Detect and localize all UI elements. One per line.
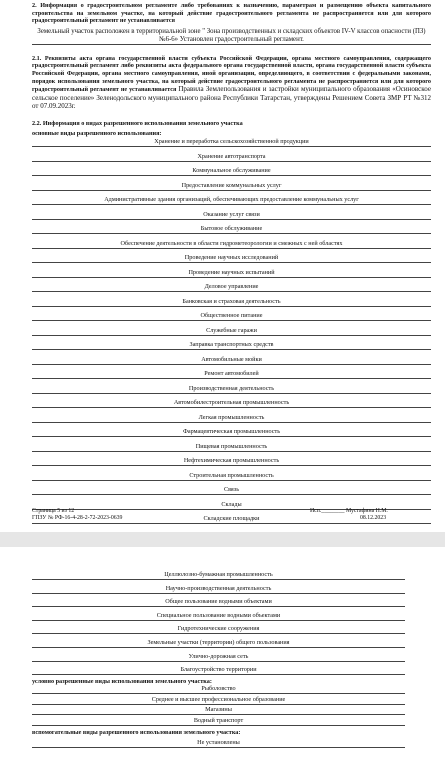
main-use-item: Банковская и страховая деятельность (32, 298, 431, 307)
main-use-item: Бытовое обслуживание (32, 225, 431, 234)
pzz-text: Правила Землепользования и застройки муниципального образования «Осиновское сельское поселение» Зеленодольского муниципального района Республики Татарстан, утверждены Решением Совета ЗМР РТ №312 от 07.09.2023г. (32, 85, 431, 111)
conditional-uses-label: условно разрешенные виды использования земельного участка: (32, 677, 212, 685)
section-2-2-heading: 2.2. Информация о видах разрешенного использования земельного участка (32, 119, 243, 127)
conditional-use-item: Магазины (32, 706, 405, 715)
main-uses-label: основные виды разрешенного использования: (32, 129, 162, 137)
main-use-item: Благоустройство территории (32, 666, 405, 675)
auxiliary-uses-list (32, 739, 405, 748)
page-gap (0, 532, 445, 547)
main-use-item: Фармацевтическая промышленность (32, 428, 431, 437)
footer-left (32, 508, 122, 522)
document-page-2 (0, 547, 445, 766)
main-use-item: Ремонт автомобилей (32, 370, 431, 379)
conditional-use-item: Рыболовство (32, 685, 405, 694)
main-use-item: Автомобильные мойки (32, 356, 431, 365)
main-use-item: Складские площадки (32, 515, 431, 524)
main-uses-list (32, 138, 431, 524)
main-use-item: Коммунальное обслуживание (32, 167, 431, 176)
section-2-heading: 2. Информация о градостроительном регламенте либо требованиях к назначению, параметрам и размещению объекта капитального строительства на земельном участке, на который действие градостроительного регламента не распространяется или для которого градостроительный регламент не устанавливается (32, 2, 431, 25)
executor: Исп.________ Мустафина Н.М. (310, 508, 388, 514)
main-use-item: Пищевая промышленность (32, 443, 431, 452)
main-use-item: Нефтехимическая промышленность (32, 457, 431, 466)
footer-date: 08.12.2023 (360, 515, 387, 521)
main-use-item: Административные здания организаций, обеспечивающих предоставление коммунальных услуг (32, 196, 431, 205)
main-use-item: Улично-дорожная сеть (32, 653, 405, 662)
conditional-uses-list (32, 685, 405, 725)
main-use-item: Проведение научных испытаний (32, 269, 431, 278)
main-use-item: Хранение автотранспорта (32, 153, 431, 162)
main-use-item: Земельные участки (территории) общего пользования (32, 639, 405, 648)
auxiliary-uses-label: вспомогательные виды разрешенного использования земельного участка: (32, 728, 241, 736)
main-use-item: Связь (32, 486, 431, 495)
main-use-item: Специальное пользование водными объектами (32, 612, 405, 621)
main-use-item: Проведение научных исследований (32, 254, 431, 263)
main-use-item: Строительная промышленность (32, 472, 431, 481)
section-2-1-heading (32, 55, 431, 111)
main-use-item: Склады (32, 501, 431, 510)
main-use-item: Предоставление коммунальных услуг (32, 182, 431, 191)
main-use-item: Обеспечение деятельности в области гидрометеорологии и смежных с ней областях (32, 240, 431, 249)
main-use-item: Деловое управление (32, 283, 431, 292)
main-use-item: Легкая промышленность (32, 414, 431, 423)
main-use-item: Заправка транспортных средств (32, 341, 431, 350)
auxiliary-use-item: Не установлены (32, 739, 405, 748)
main-uses-list-continued (32, 571, 405, 675)
main-use-item: Общественное питание (32, 312, 431, 321)
main-use-item: Общее пользование водными объектами (32, 598, 405, 607)
main-use-item: Гидротехнические сооружения (32, 625, 405, 634)
conditional-use-item: Среднее и высшее профессиональное образование (32, 696, 405, 705)
main-use-item: Целлюлозно-бумажная промышленность (32, 571, 405, 580)
gpzu-code: ГПЗУ № РФ-16-4-28-2-72-2023-0639 (32, 515, 123, 521)
main-use-item: Автомобилестроительная промышленность (32, 399, 431, 408)
conditional-use-item: Водный транспорт (32, 717, 405, 726)
zone-text: Земельный участок расположен в территориальной зоне " Зона производственных и складских объектов IV-V классов опасности (ПЗ) №6-6» Установлен градостроительный регламент. (32, 28, 431, 45)
main-use-item: Служебные гаражи (32, 327, 431, 336)
main-use-item: Производственная деятельность (32, 385, 431, 394)
main-use-item: Оказание услуг связи (32, 211, 431, 220)
main-use-item: Хранение и переработка сельскохозяйственной продукции (32, 138, 431, 147)
section-2-1-heading-text: 2.1. Реквизиты акта органа государственной власти субъекта Российской Федерации, органа местного самоуправления, содержащего градостроительный регламент либо реквизиты акта федерального органа государственной власти, органа государственной власти субъекта Российской Федерации, органа местного самоуправления, иной организации, определяющего, в соответствии с федеральными законами, порядок использования земельного участка, на который действие градостроительного регламента не распространяется или для которого градостроительный регламент не устанавливается (32, 54, 431, 94)
page-number: Страница 5 из 12 (32, 508, 75, 514)
main-use-item: Научно-производственная деятельность (32, 585, 405, 594)
